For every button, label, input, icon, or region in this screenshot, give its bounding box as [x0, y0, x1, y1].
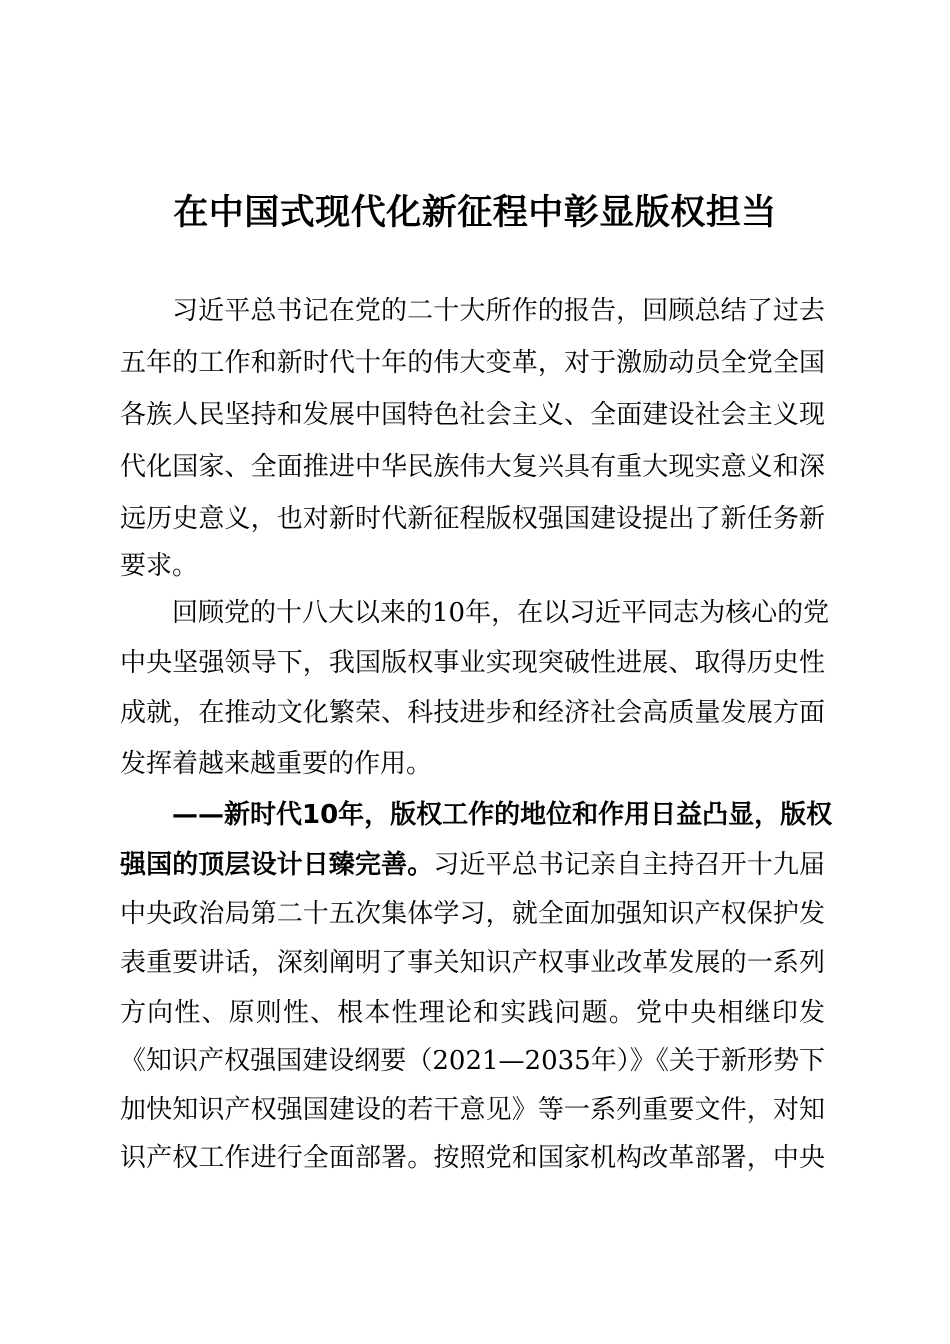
paragraph-1-line-1: 习近平总书记在党的二十大所作的报告，回顾总结了过去 — [172, 296, 825, 326]
paragraph-1-line-2: 五年的工作和新时代十年的伟大变革，对于激励动员全党全国 — [120, 348, 825, 378]
paragraph-3-line-4: 表重要讲话，深刻阐明了事关知识产权事业改革发展的一系列 — [120, 948, 825, 978]
paragraph-3-line-7: 加快知识产权强国建设的若干意见》等一系列重要文件，对知 — [120, 1095, 825, 1125]
paragraph-3-line-2-rest: 习近平总书记亲自主持召开十九届 — [433, 850, 825, 880]
paragraph-1-line-3: 各族人民坚持和发展中国特色社会主义、全面建设社会主义现 — [120, 400, 825, 430]
paragraph-2-line-4: 发挥着越来越重要的作用。 — [120, 749, 433, 779]
paragraph-3-line-8: 识产权工作进行全面部署。按照党和国家机构改革部署，中央 — [120, 1143, 825, 1173]
paragraph-1-line-4: 代化国家、全面推进中华民族伟大复兴具有重大现实意义和深 — [120, 452, 825, 482]
paragraph-1-line-6: 要求。 — [120, 551, 199, 581]
paragraph-3-line-5: 方向性、原则性、根本性理论和实践问题。党中央相继印发 — [120, 998, 825, 1028]
paragraph-3-bold-lead-end: 强国的顶层设计日臻完善。 — [120, 850, 434, 880]
paragraph-1-line-5: 远历史意义，也对新时代新征程版权强国建设提出了新任务新 — [120, 504, 825, 534]
paragraph-3-line-2 — [120, 847, 825, 883]
paragraph-3-bold-lead-line-1: ——新时代10年，版权工作的地位和作用日益凸显，版权 — [172, 800, 833, 830]
paragraph-2-line-3: 成就，在推动文化繁荣、科技进步和经济社会高质量发展方面 — [120, 698, 825, 728]
paragraph-2-line-1: 回顾党的十八大以来的10年，在以习近平同志为核心的党 — [172, 598, 830, 628]
paragraph-3-line-3: 中央政治局第二十五次集体学习，就全面加强知识产权保护发 — [120, 899, 825, 929]
paragraph-3-line-6: 《知识产权强国建设纲要（2021—2035年）》《关于新形势下 — [120, 1046, 825, 1076]
document-title: 在中国式现代化新征程中彰显版权担当 — [173, 192, 777, 233]
paragraph-2-line-2: 中央坚强领导下，我国版权事业实现突破性进展、取得历史性 — [120, 648, 825, 678]
